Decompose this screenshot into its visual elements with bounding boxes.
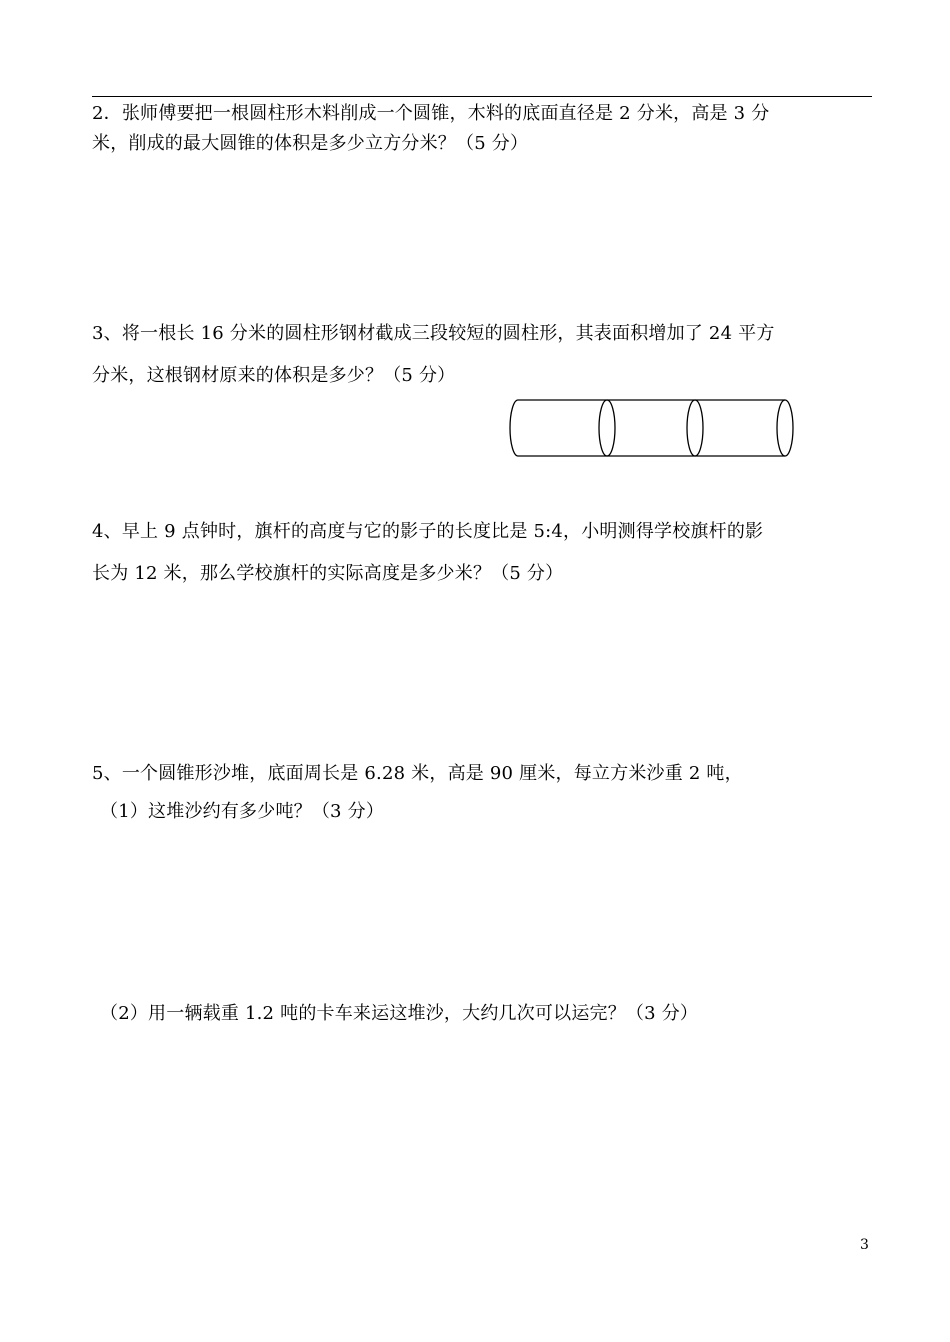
question-4-line-1: 4、早上 9 点钟时，旗杆的高度与它的影子的长度比是 5:4，小明测得学校旗杆的影 bbox=[92, 521, 764, 542]
cylinder-right-end bbox=[777, 400, 793, 456]
cylinder-segments-diagram bbox=[505, 394, 800, 464]
question-5-part-2: （2）用一辆载重 1.2 吨的卡车来运这堆沙，大约几次可以运完？（3 分） bbox=[100, 1003, 699, 1024]
cut-ellipse-1 bbox=[599, 400, 615, 456]
top-rule bbox=[92, 96, 872, 97]
cut-ellipse-2 bbox=[687, 400, 703, 456]
question-3-line-2: 分米，这根钢材原来的体积是多少？（5 分） bbox=[92, 365, 456, 386]
cylinder-left-end bbox=[510, 400, 518, 456]
question-3-line-1: 3、将一根长 16 分米的圆柱形钢材截成三段较短的圆柱形，其表面积增加了 24 平方 bbox=[92, 323, 775, 344]
page-number: 3 bbox=[860, 1237, 869, 1253]
question-2-line-1: 2．张师傅要把一根圆柱形木料削成一个圆锥，木料的底面直径是 2 分米，高是 3 分 bbox=[92, 103, 770, 124]
question-5-line-1: 5、一个圆锥形沙堆，底面周长是 6.28 米，高是 90 厘米，每立方米沙重 2 吨， bbox=[92, 763, 743, 784]
question-5-part-1: （1）这堆沙约有多少吨？（3 分） bbox=[100, 801, 385, 822]
question-4-line-2: 长为 12 米，那么学校旗杆的实际高度是多少米？（5 分） bbox=[92, 563, 564, 584]
question-2-line-2: 米，削成的最大圆锥的体积是多少立方分米？（5 分） bbox=[92, 133, 529, 154]
